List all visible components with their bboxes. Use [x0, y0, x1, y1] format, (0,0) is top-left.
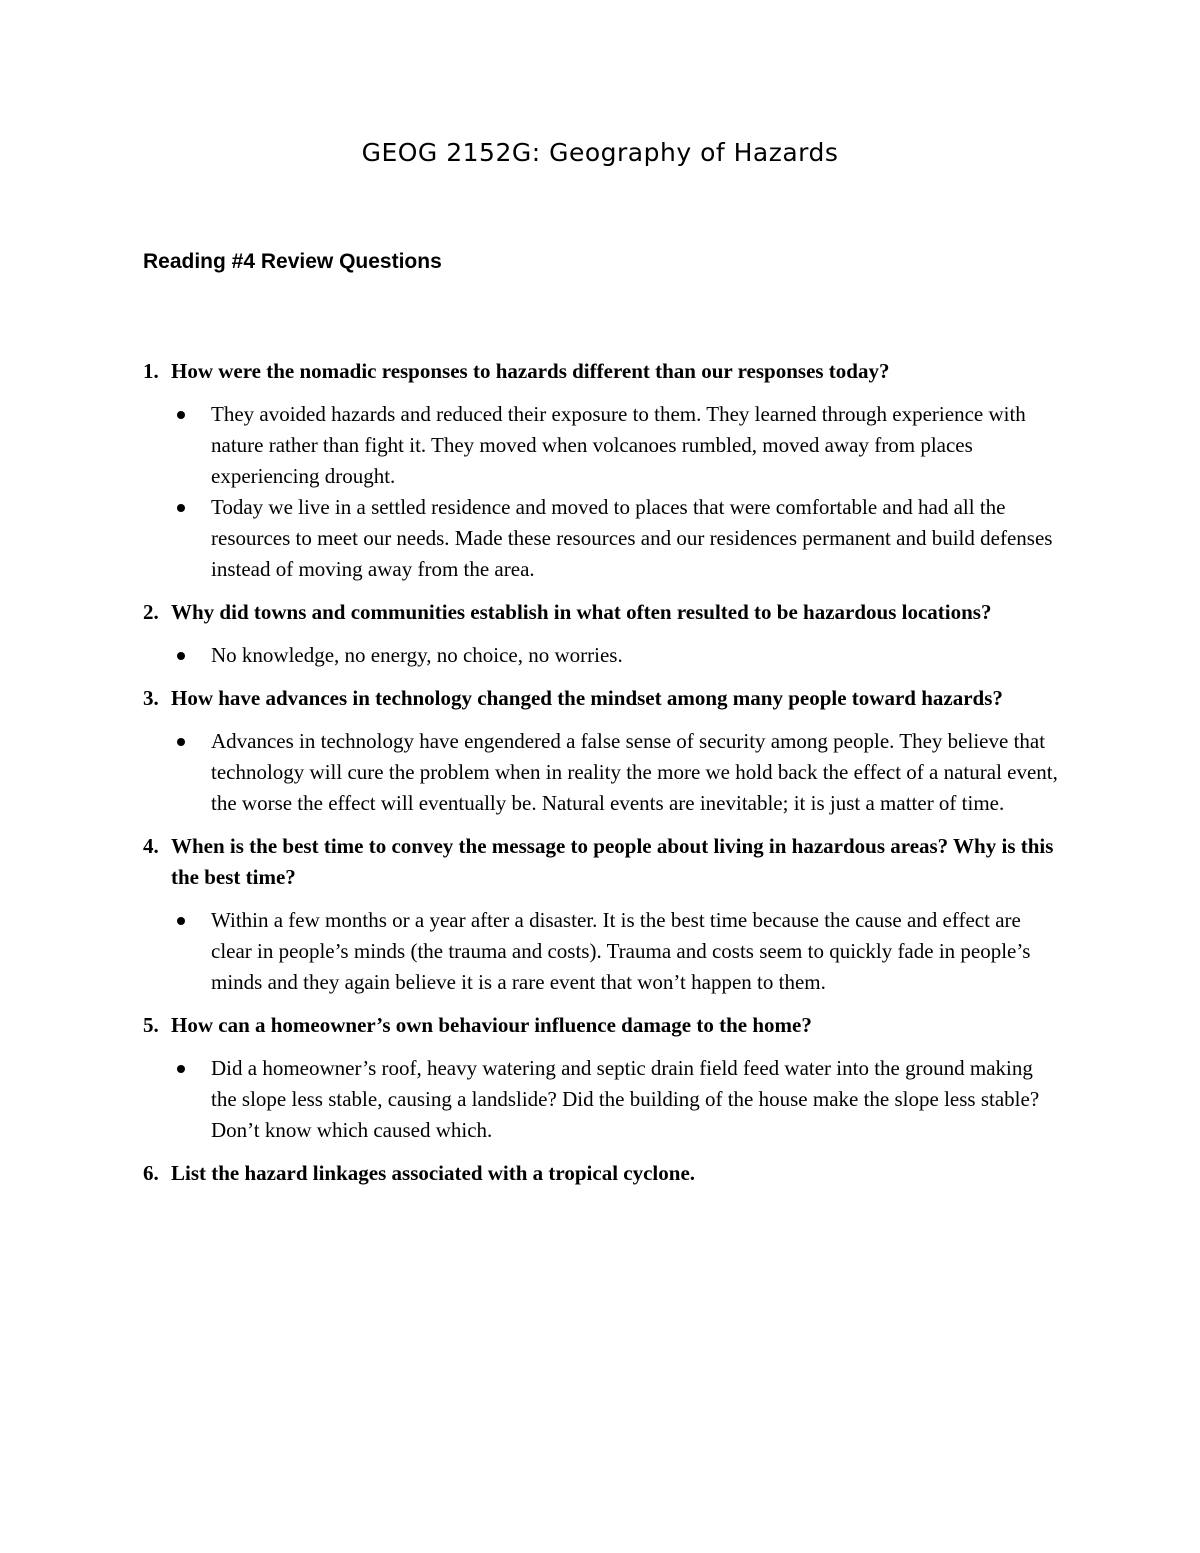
answer-list — [143, 399, 1063, 585]
question-number: 1. — [143, 359, 159, 383]
question-number: 3. — [143, 686, 159, 710]
question-text: How can a homeowner’s own behaviour influence damage to the home? — [171, 1013, 812, 1037]
answer-text: Within a few months or a year after a disaster. It is the best time because the cause and effect are clear in people’s minds (the trauma and costs). Trauma and costs seem to quickly fade in people’s minds and they again believe it is a rare event that won’t happen to them. — [211, 908, 1031, 994]
question-number: 5. — [143, 1013, 159, 1037]
question-list — [143, 356, 1063, 1201]
answer-list — [143, 1053, 1063, 1146]
answer-text: No knowledge, no energy, no choice, no worries. — [211, 643, 623, 667]
answer-text: Today we live in a settled residence and moved to places that were comfortable and had all the resources to meet our needs. Made these resources and our residences permanent and build defenses instead of moving away from the area. — [211, 495, 1053, 581]
question-3 — [143, 683, 1063, 819]
page-title: GEOG 2152G: Geography of Hazards — [361, 138, 839, 167]
answer-item — [143, 399, 1063, 492]
question-number: 6. — [143, 1161, 159, 1185]
answer-item — [143, 726, 1063, 819]
question-2 — [143, 597, 1063, 671]
question-1 — [143, 356, 1063, 585]
bullet-icon — [177, 652, 185, 660]
answer-list — [143, 640, 1063, 671]
answer-list — [143, 726, 1063, 819]
question-text: When is the best time to convey the message to people about living in hazardous areas? Why is this the best time? — [171, 834, 1054, 889]
answer-text: They avoided hazards and reduced their exposure to them. They learned through experience with nature rather than fight it. They moved when volcanoes rumbled, moved away from places experiencing drought. — [211, 402, 1026, 488]
question-number: 2. — [143, 600, 159, 624]
question-text: List the hazard linkages associated with a tropical cyclone. — [171, 1161, 696, 1185]
answer-item — [143, 1053, 1063, 1146]
bullet-icon — [177, 738, 185, 746]
question-text: How were the nomadic responses to hazards different than our responses today? — [171, 359, 890, 383]
answer-text: Advances in technology have engendered a false sense of security among people. They believe that technology will cure the problem when in reality the more we hold back the effect of a natural event, the worse the effect will eventually be. Natural events are inevitable; it is just a matter of time. — [211, 729, 1058, 815]
bullet-icon — [177, 917, 185, 925]
answer-item — [143, 640, 1063, 671]
bullet-icon — [177, 1065, 185, 1073]
answer-item — [143, 492, 1063, 585]
question-number: 4. — [143, 834, 159, 858]
question-text: How have advances in technology changed the mindset among many people toward hazards? — [171, 686, 1003, 710]
question-6 — [143, 1158, 1063, 1189]
bullet-icon — [177, 411, 185, 419]
question-5 — [143, 1010, 1063, 1146]
bullet-icon — [177, 504, 185, 512]
answer-item — [143, 905, 1063, 998]
question-text: Why did towns and communities establish in what often resulted to be hazardous locations? — [171, 600, 992, 624]
question-4 — [143, 831, 1063, 998]
answer-text: Did a homeowner’s roof, heavy watering and septic drain field feed water into the ground making the slope less stable, causing a landslide? Did the building of the house make the slope less stable? Don’t know which caused which. — [211, 1056, 1040, 1142]
section-heading: Reading #4 Review Questions — [143, 250, 442, 273]
answer-list — [143, 905, 1063, 998]
